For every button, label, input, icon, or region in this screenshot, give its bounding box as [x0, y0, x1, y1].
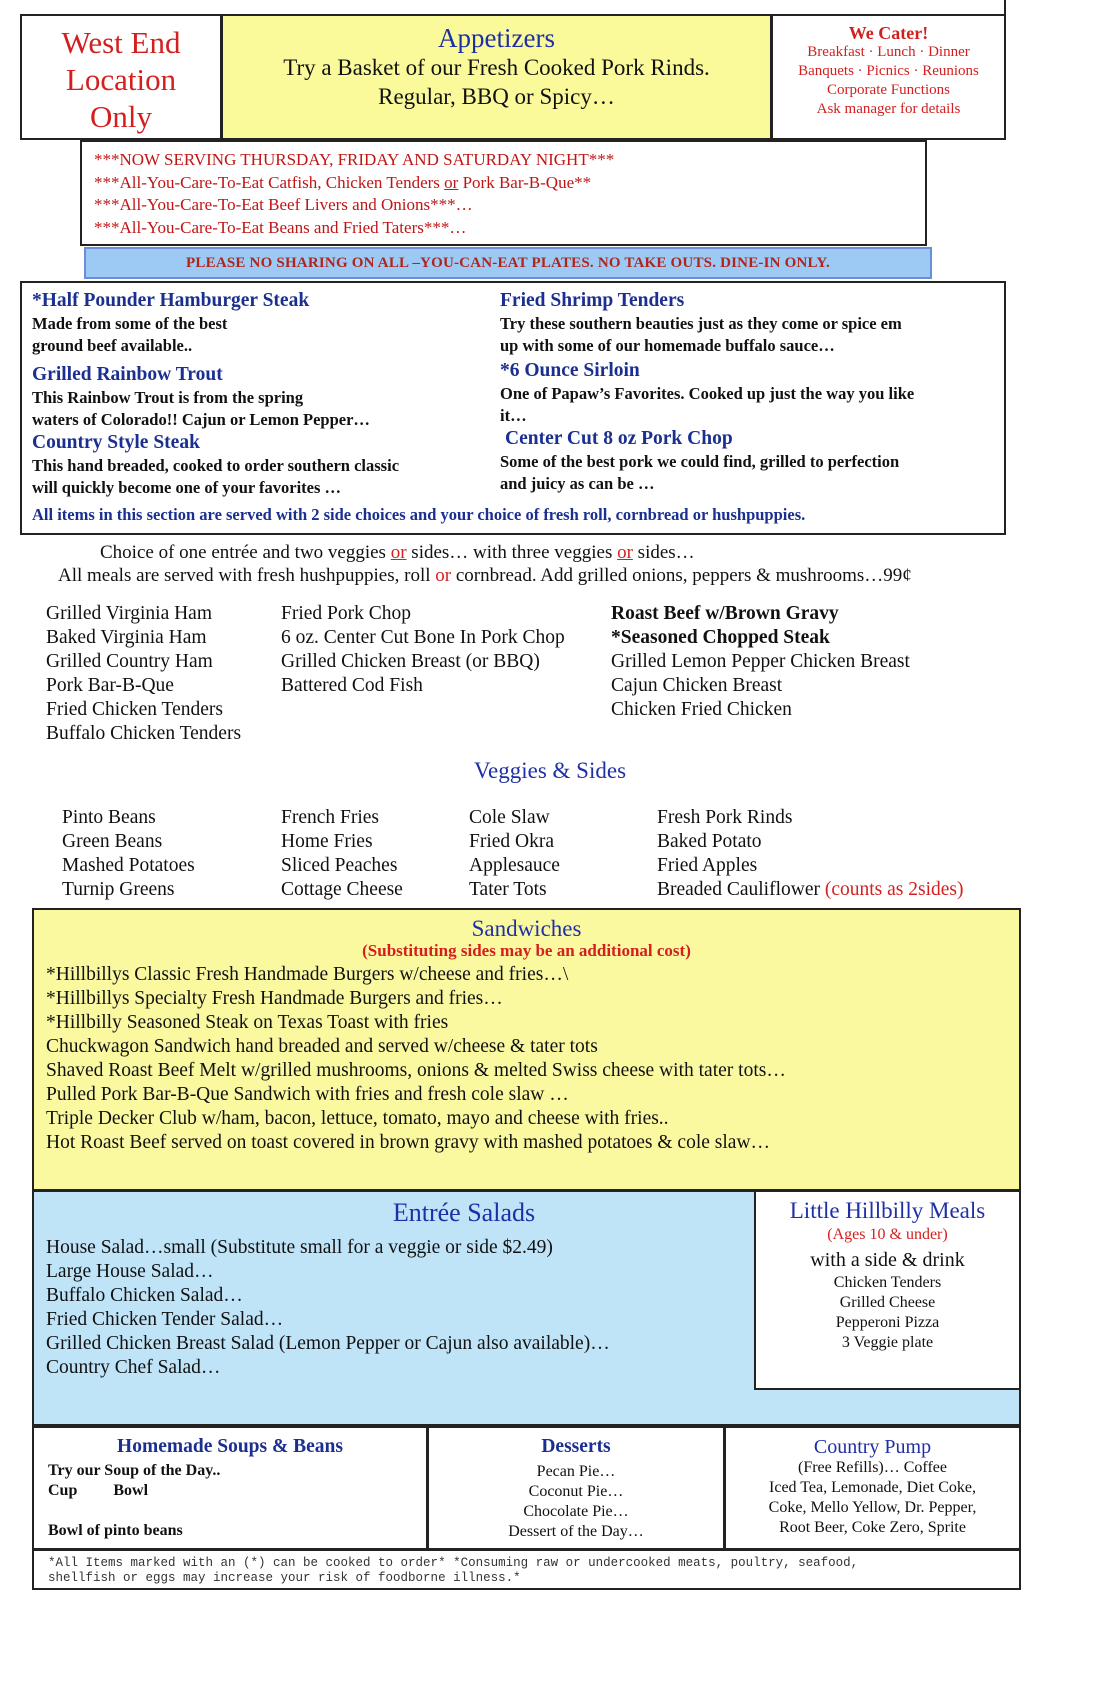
- menu-item: Pork Bar-B-Que: [46, 675, 174, 696]
- side-item: Turnip Greens: [62, 879, 175, 900]
- menu-item: Buffalo Chicken Tenders: [46, 723, 242, 744]
- side-item: Baked Potato: [657, 831, 762, 852]
- veggies-column-2: [281, 806, 403, 902]
- featured-item-desc: it…: [500, 406, 527, 425]
- featured-item-desc: will quickly become one of your favorites …: [32, 478, 342, 497]
- salads-list: [46, 1236, 610, 1380]
- menu-item: Grilled Lemon Pepper Chicken Breast: [611, 651, 910, 672]
- specials-line: ***All-You-Care-To-Eat Beans and Fried Taters***…: [94, 217, 467, 237]
- featured-item-desc: Some of the best pork we could find, grilled to perfection: [500, 452, 900, 471]
- policy-banner: PLEASE NO SHARING ON ALL –YOU-CAN-EAT PLATES. NO TAKE OUTS. DINE-IN ONLY.: [84, 247, 932, 279]
- sandwich-item: Chuckwagon Sandwich hand breaded and served w/cheese & tater tots: [46, 1036, 598, 1057]
- side-item: Fresh Pork Rinds: [657, 807, 793, 828]
- menu-item: Cajun Chicken Breast: [611, 675, 783, 696]
- specials-line: ***NOW SERVING THURSDAY, FRIDAY AND SATURDAY NIGHT***: [94, 150, 615, 169]
- desserts-title: Desserts: [541, 1436, 611, 1457]
- dessert-item: Chocolate Pie…: [523, 1503, 629, 1520]
- sandwiches-list: [34, 963, 1019, 1155]
- salad-item: Fried Chicken Tender Salad…: [46, 1309, 284, 1330]
- soups-line: Bowl of pinto beans: [48, 1522, 183, 1539]
- drinks-line: Root Beer, Coke Zero, Sprite: [779, 1519, 966, 1536]
- sandwich-item: *Hillbillys Classic Fresh Handmade Burgers w/cheese and fries…\: [46, 964, 569, 985]
- dessert-item: Dessert of the Day…: [508, 1523, 644, 1540]
- menu-item: 6 oz. Center Cut Bone In Pork Chop: [281, 627, 565, 648]
- featured-item-name: Center Cut 8 oz Pork Chop: [505, 428, 733, 449]
- weekend-specials: [80, 140, 927, 246]
- menu-item: Battered Cod Fish: [281, 675, 423, 696]
- menu-item: Fried Pork Chop: [281, 603, 412, 624]
- catering-line: Ask manager for details: [816, 101, 961, 117]
- drinks-line: Coke, Mello Yellow, Dr. Pepper,: [768, 1499, 977, 1516]
- featured-item-desc: waters of Colorado!! Cajun or Lemon Pepper…: [32, 410, 370, 429]
- featured-entrees: [20, 281, 1006, 535]
- side-item: Fried Apples: [657, 855, 758, 876]
- drinks-line: Iced Tea, Lemonade, Diet Coke,: [769, 1479, 976, 1496]
- featured-item-desc: ground beef available..: [32, 336, 193, 355]
- featured-item-desc: up with some of our homemade buffalo sauce…: [500, 336, 835, 355]
- kids-item: Chicken Tenders: [833, 1274, 942, 1291]
- plates-column-3: [611, 602, 910, 722]
- menu-item: Chicken Fried Chicken: [611, 699, 792, 720]
- location-notice: [20, 14, 222, 140]
- specials-line: ***All-You-Care-To-Eat Beef Livers and Onions***…: [94, 195, 473, 214]
- sandwich-item: *Hillbillys Specialty Fresh Handmade Burgers and fries…: [46, 988, 503, 1009]
- featured-item: [32, 289, 492, 357]
- plates-column-2: [281, 602, 565, 698]
- sandwiches-subtitle: (Substituting sides may be an additional cost): [362, 941, 691, 960]
- side-item: Cole Slaw: [469, 807, 550, 828]
- location-line: Location: [65, 62, 177, 97]
- menu-item: Grilled Country Ham: [46, 651, 213, 672]
- menu-item: Grilled Chicken Breast (or BBQ): [281, 651, 540, 672]
- sandwich-item: *Hillbilly Seasoned Steak on Texas Toast with fries: [46, 1012, 449, 1033]
- dessert-item: Pecan Pie…: [536, 1463, 616, 1480]
- kids-item: 3 Veggie plate: [841, 1334, 934, 1351]
- menu-item: Fried Chicken Tenders: [46, 699, 223, 720]
- side-item: Mashed Potatoes: [62, 855, 195, 876]
- salad-item: Large House Salad…: [46, 1261, 214, 1282]
- sandwich-item: Shaved Roast Beef Melt w/grilled mushrooms, onions & melted Swiss cheese with tater tots…: [46, 1060, 786, 1081]
- side-item: Green Beans: [62, 831, 163, 852]
- plates-info: [20, 541, 1020, 587]
- top-border-line: [1004, 0, 1006, 14]
- featured-item-desc: and juicy as can be …: [500, 474, 655, 493]
- kids-title: Little Hillbilly Meals: [789, 1198, 986, 1223]
- plates-info-line: Choice of one entrée and two veggies or sides… with three veggies or sides…: [100, 542, 695, 563]
- side-item: Breaded Cauliflower (counts as 2sides): [657, 879, 964, 900]
- catering-box: [771, 14, 1006, 140]
- sandwich-item: Pulled Pork Bar-B-Que Sandwich with fries and fresh cole slaw …: [46, 1084, 569, 1105]
- soups-line: Try our Soup of the Day..: [48, 1462, 221, 1479]
- appetizers-line: Try a Basket of our Fresh Cooked Pork Rinds.: [283, 55, 710, 80]
- plates-info-line: All meals are served with fresh hushpuppies, roll or cornbread. Add grilled onions, peppers & mushrooms…99¢: [58, 565, 912, 586]
- featured-item-desc: Made from some of the best: [32, 314, 228, 333]
- featured-item-desc: One of Papaw’s Favorites. Cooked up just the way you like: [500, 384, 915, 403]
- sandwiches-title: Sandwiches: [471, 916, 582, 941]
- menu-item: Baked Virginia Ham: [46, 627, 207, 648]
- appetizers-title: Appetizers: [438, 23, 555, 53]
- featured-item-name: Fried Shrimp Tenders: [500, 290, 685, 311]
- kids-meals-box: [754, 1190, 1021, 1390]
- soups-line: Cup Bowl: [48, 1482, 149, 1499]
- disclaimer-line: *All Items marked with an (*) can be cooked to order* *Consuming raw or undercooked meats, poultry, seafood,: [48, 1556, 859, 1570]
- salad-item: Grilled Chicken Breast Salad (Lemon Pepper or Cajun also available)…: [46, 1333, 610, 1354]
- dessert-item: Coconut Pie…: [528, 1483, 624, 1500]
- drinks-title: Country Pump: [813, 1436, 932, 1458]
- featured-item: [500, 359, 1000, 427]
- kids-subtitle: with a side & drink: [810, 1249, 965, 1271]
- drinks-box: [724, 1426, 1021, 1550]
- side-item: Tater Tots: [469, 879, 547, 900]
- salad-item: House Salad…small (Substitute small for a veggie or side $2.49): [46, 1237, 553, 1258]
- specials-line: ***All-You-Care-To-Eat Catfish, Chicken Tenders or Pork Bar-B-Que**: [94, 172, 592, 192]
- side-note: (counts as 2sides): [824, 879, 964, 900]
- kids-item: Pepperoni Pizza: [835, 1314, 940, 1331]
- veggies-column-4: [657, 806, 964, 902]
- catering-line: Breakfast · Lunch · Dinner: [807, 44, 970, 60]
- veggies-title: Veggies & Sides: [473, 758, 627, 783]
- veggies-column-3: [469, 806, 560, 902]
- side-item: Applesauce: [469, 855, 560, 876]
- appetizers-box: [221, 14, 772, 140]
- soups-body: [34, 1461, 426, 1541]
- side-item: French Fries: [281, 807, 380, 828]
- featured-item: [500, 289, 1000, 357]
- side-item: Sliced Peaches: [281, 855, 398, 876]
- featured-item-desc: Try these southern beauties just as they come or spice em: [500, 314, 902, 333]
- salads-title: Entrée Salads: [392, 1198, 536, 1227]
- featured-item-desc: This Rainbow Trout is from the spring: [32, 388, 304, 407]
- appetizers-line: Regular, BBQ or Spicy…: [378, 84, 615, 109]
- sandwiches-section: [32, 908, 1021, 1191]
- soups-box: [32, 1426, 428, 1550]
- menu-item: Roast Beef w/Brown Gravy: [611, 603, 839, 624]
- soups-title: Homemade Soups & Beans: [117, 1436, 343, 1457]
- side-item: Fried Okra: [469, 831, 555, 852]
- disclaimer: [32, 1549, 1021, 1590]
- side-item: Home Fries: [281, 831, 373, 852]
- salad-item: Buffalo Chicken Salad…: [46, 1285, 243, 1306]
- sandwich-item: Hot Roast Beef served on toast covered in brown gravy with mashed potatoes & cole slaw…: [46, 1132, 771, 1153]
- plates-column-1: [46, 602, 241, 746]
- featured-item-name: *Half Pounder Hamburger Steak: [32, 290, 310, 311]
- featured-item-name: *6 Ounce Sirloin: [500, 360, 640, 381]
- featured-item: [32, 431, 492, 499]
- menu-item: *Seasoned Chopped Steak: [611, 627, 830, 648]
- featured-note: All items in this section are served with 2 side choices and your choice of fresh roll, cornbread or hushpuppies.: [32, 505, 806, 524]
- sandwich-item: Triple Decker Club w/ham, bacon, lettuce, tomato, mayo and cheese with fries..: [46, 1108, 669, 1129]
- side-item: Pinto Beans: [62, 807, 156, 828]
- veggies-column-1: [62, 806, 195, 902]
- desserts-box: [427, 1426, 725, 1550]
- drinks-line: (Free Refills)… Coffee: [798, 1459, 947, 1476]
- side-item: Cottage Cheese: [281, 879, 403, 900]
- featured-item-name: Country Style Steak: [32, 432, 200, 453]
- featured-item-name: Grilled Rainbow Trout: [32, 364, 223, 385]
- featured-item: [32, 363, 492, 431]
- featured-item-desc: This hand breaded, cooked to order southern classic: [32, 456, 400, 475]
- menu-item: Grilled Virginia Ham: [46, 603, 212, 624]
- kids-item: Grilled Cheese: [839, 1294, 936, 1311]
- salad-item: Country Chef Salad…: [46, 1357, 221, 1378]
- catering-line: Corporate Functions: [827, 82, 950, 98]
- catering-title: We Cater!: [848, 23, 929, 43]
- location-line: West End: [61, 25, 181, 60]
- kids-ages: (Ages 10 & under): [827, 1226, 948, 1243]
- featured-item: [500, 427, 1000, 495]
- location-line: Only: [90, 99, 152, 134]
- catering-line: Banquets · Picnics · Reunions: [798, 63, 979, 79]
- disclaimer-line: shellfish or eggs may increase your risk of foodborne illness.*: [48, 1571, 521, 1585]
